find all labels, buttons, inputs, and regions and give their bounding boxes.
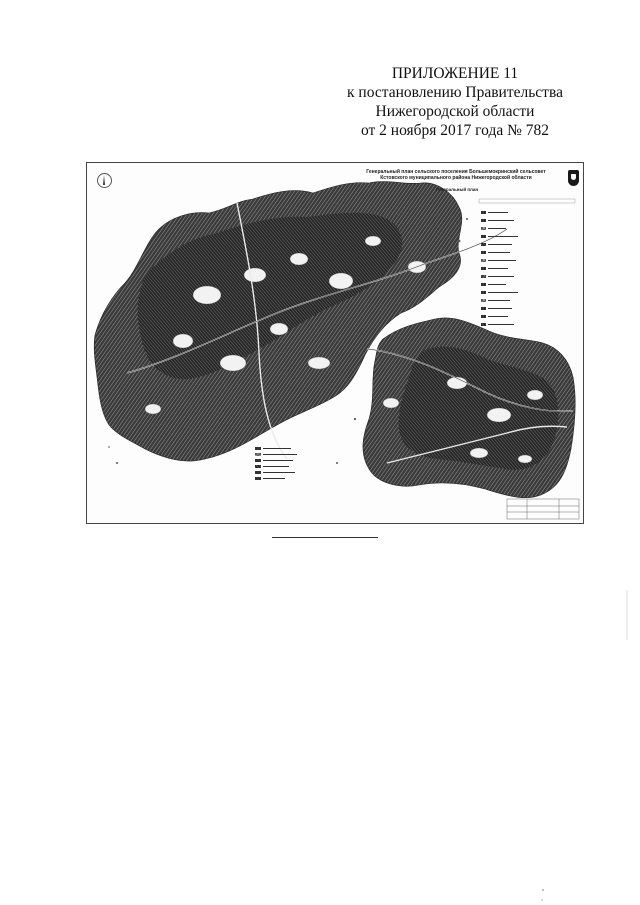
appendix-number: ПРИЛОЖЕНИЕ 11 [391, 65, 519, 82]
appendix-region: Нижегородской области [375, 103, 535, 120]
map-subtitle: Генеральный план [435, 187, 479, 192]
map-title-line2: Кстовского муниципального района Нижегородской области [380, 175, 532, 181]
map-title-line1: Генеральный план сельского поселения Большемокринский сельсовет [366, 169, 546, 175]
appendix-date: от 2 ноября 2017 года № 782 [360, 122, 550, 139]
appendix-reference: к постановлению Правительства [347, 84, 563, 101]
